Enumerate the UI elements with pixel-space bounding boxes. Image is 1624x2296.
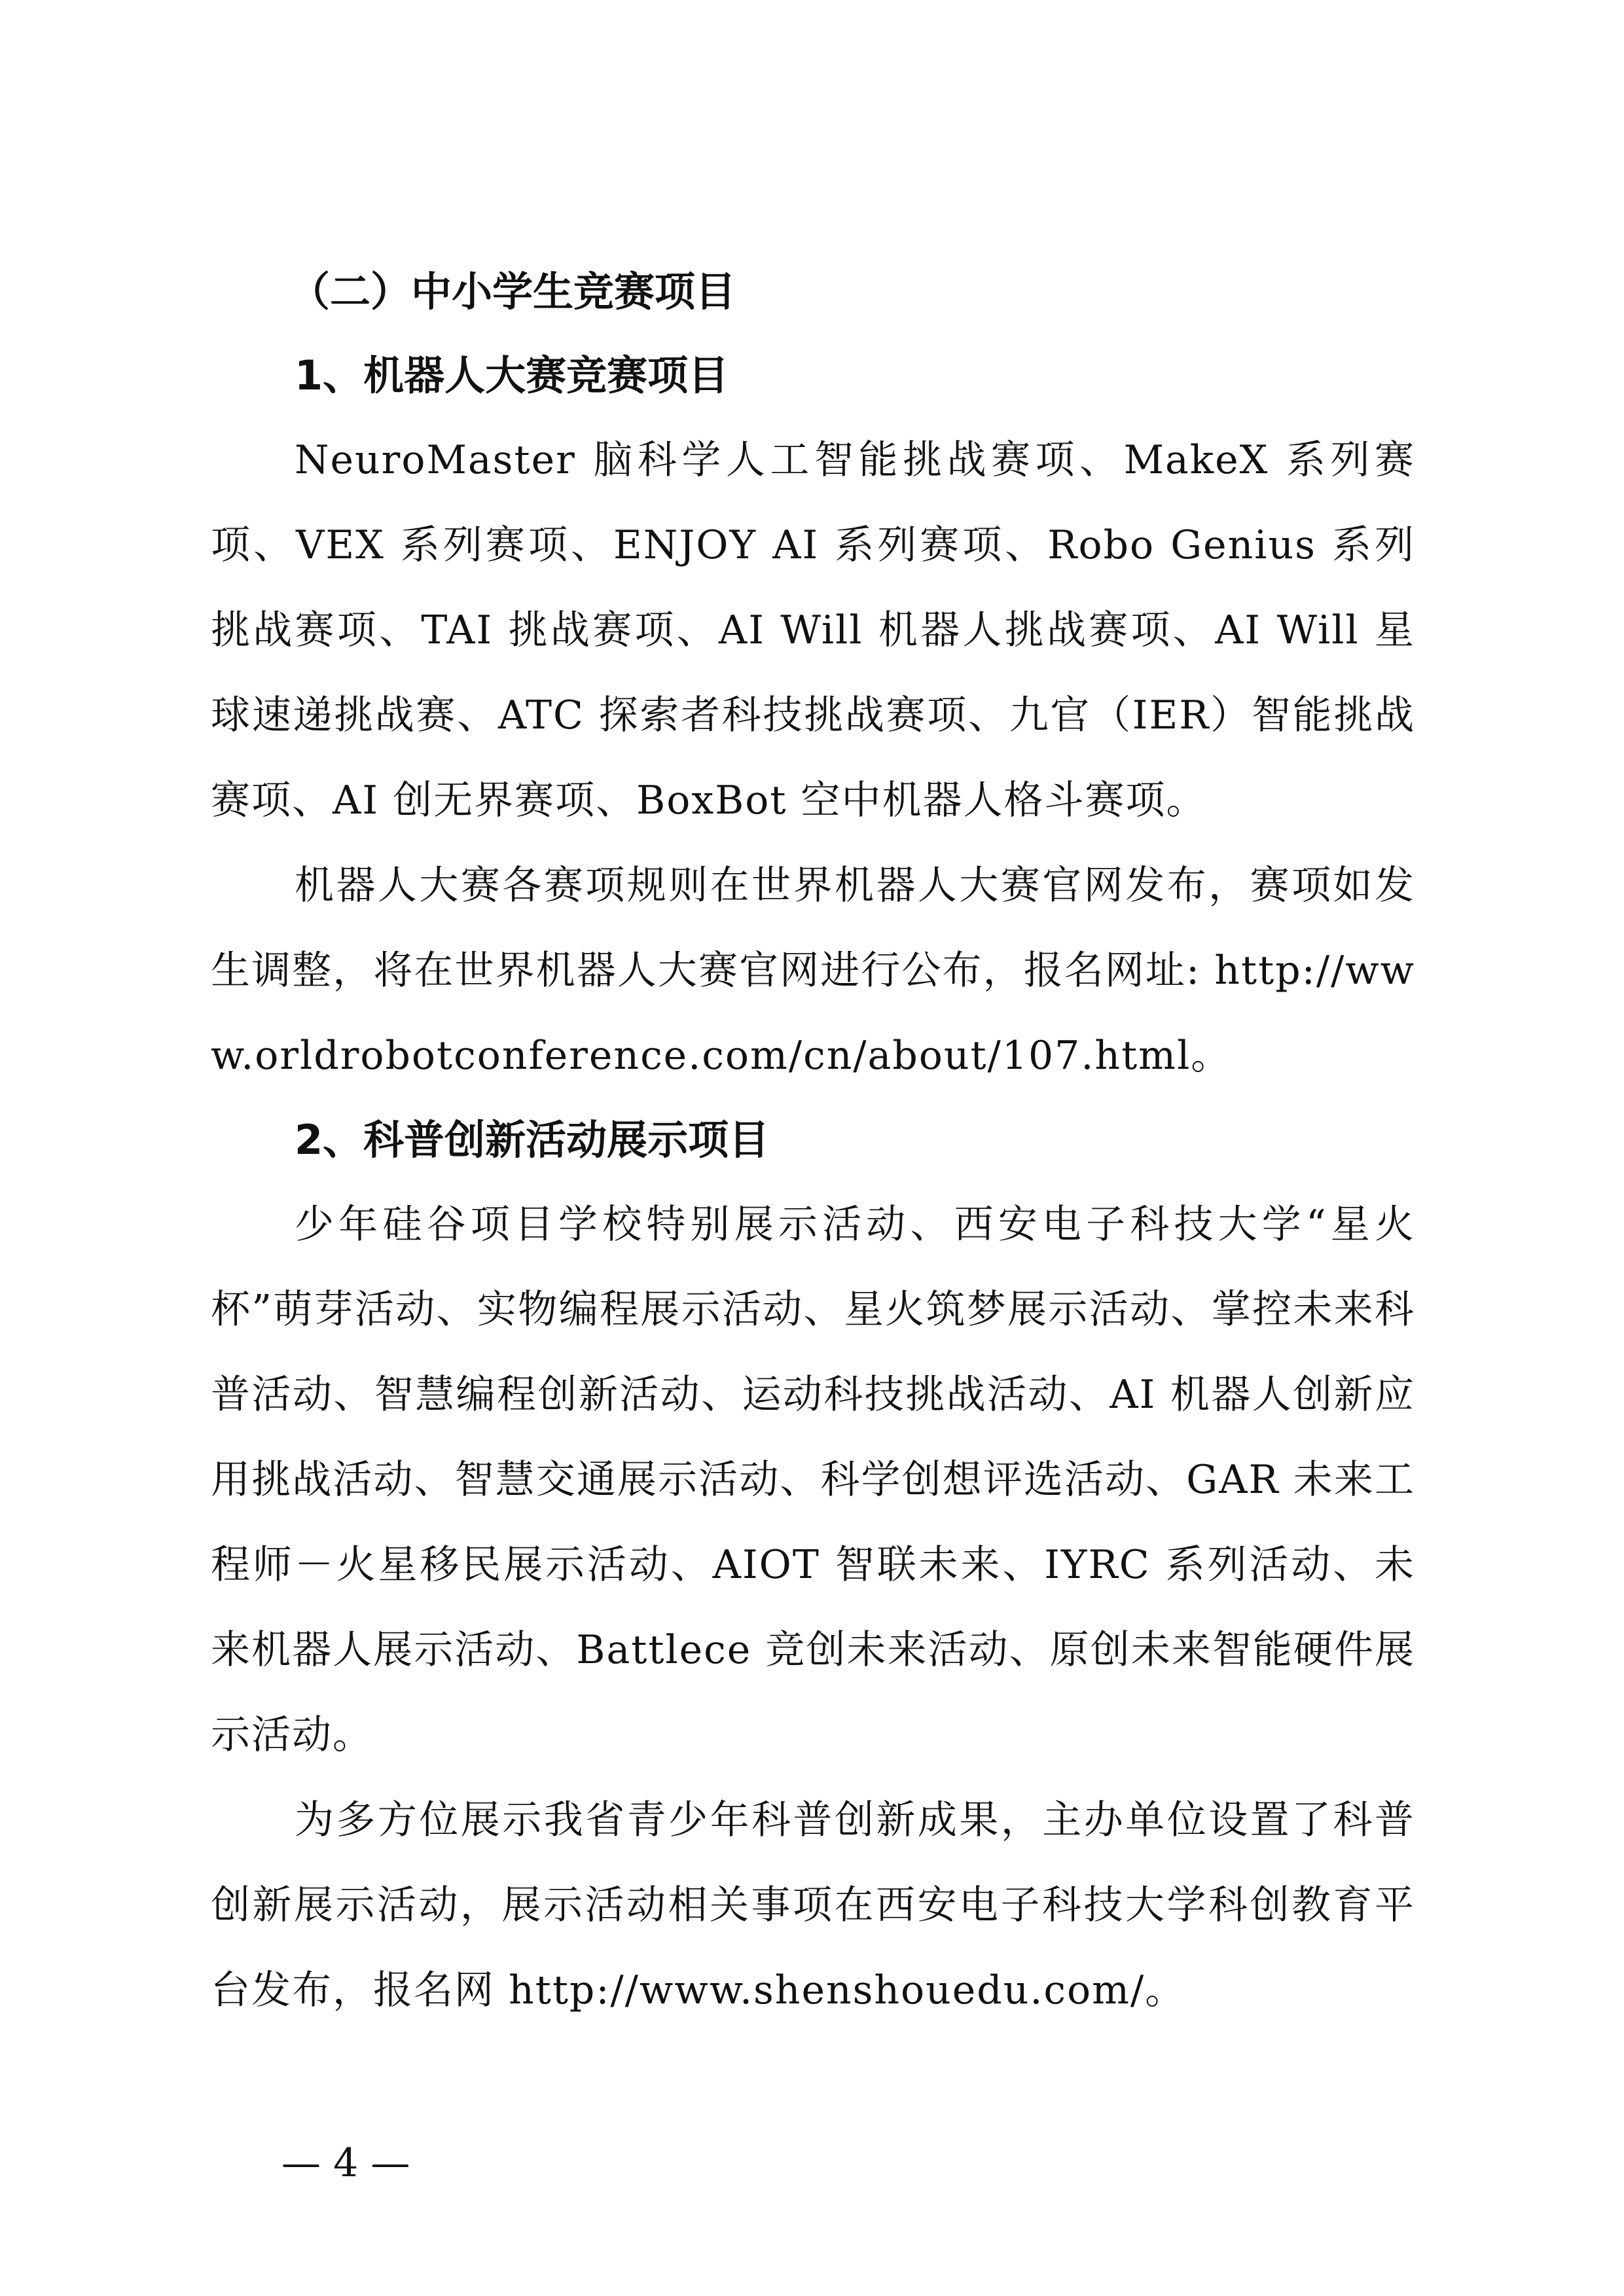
subsection-heading-science-activities: 2、科普创新活动展示项目 <box>295 1116 770 1164</box>
page-content <box>211 250 1415 2033</box>
paragraph-robot-contest-rules: 机器人大赛各赛项规则在世界机器人大赛官网发布，赛项如发生调整，将在世界机器人大赛官网进行公布，报名网址: http://www.orldrobotconference.com/cn/about/107.html。 <box>211 863 1415 1079</box>
page-number: — 4 — <box>281 2140 410 2186</box>
paragraph-science-activities-list: 少年硅谷项目学校特别展示活动、西安电子科技大学“星火杯”萌芽活动、实物编程展示活动、星火筑梦展示活动、掌控未来科普活动、智慧编程创新活动、运动科技挑战活动、AI 机器人创新应用挑战活动、智慧交通展示活动、科学创想评选活动、GAR 未来工程师－火星移民展示活动、AIOT 智联未来、IYRC 系列活动、未来机器人展示活动、Battlece 竞创未来活动、原创未来智能硬件展示活动。 <box>211 1202 1415 1758</box>
subsection-heading-robot-contest: 1、机器人大赛竞赛项目 <box>295 351 729 399</box>
paragraph-robot-contest-items: NeuroMaster 脑科学人工智能挑战赛项、MakeX 系列赛项、VEX 系列赛项、ENJOY AI 系列赛项、Robo Genius 系列挑战赛项、TAI 挑战赛项、AI Will 机器人挑战赛项、AI Will 星球速递挑战赛、ATC 探索者科技挑战赛项、九官（IER）智能挑战赛项、AI 创无界赛项、BoxBot 空中机器人格斗赛项。 <box>211 437 1415 823</box>
paragraph-science-activities-registration: 为多方位展示我省青少年科普创新成果，主办单位设置了科普创新展示活动，展示活动相关事项在西安电子科技大学科创教育平台发布，报名网 http://www.shenshouedu.com/。 <box>211 1797 1415 2013</box>
section-title: （二）中小学生竞赛项目 <box>289 268 736 315</box>
